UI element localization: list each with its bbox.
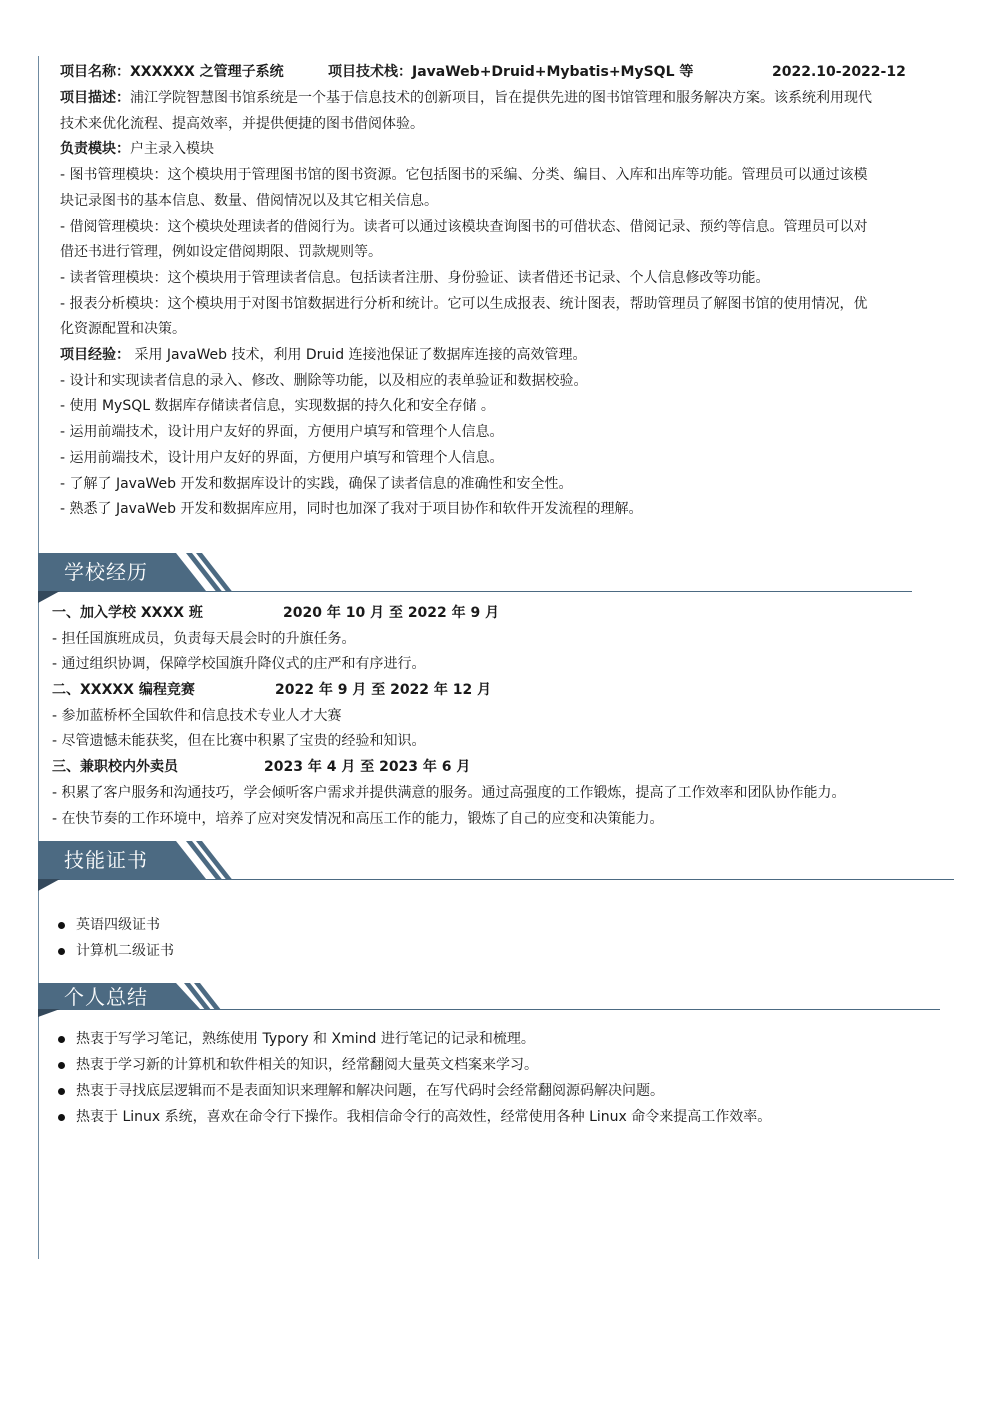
event-item: - 积累了客户服务和沟通技巧，学会倾听客户需求并提供满意的服务。通过高强度的工作锻炼，提高了工作效率和团队协作能力。	[52, 784, 846, 801]
section-corner	[38, 879, 60, 891]
event-period: 2023 年 4 月 至 2023 年 6 月	[264, 759, 471, 776]
bullet-dot-icon	[58, 948, 65, 955]
list-item	[54, 1104, 934, 1130]
event-item: - 参加蓝桥杯全国软件和信息技术专业人才大赛	[52, 707, 342, 724]
school-block	[52, 601, 932, 832]
list-item	[54, 1026, 934, 1052]
section-header-skills	[38, 841, 958, 889]
section-rule	[38, 1009, 940, 1010]
summary-block	[54, 1026, 934, 1130]
event-period: 2022 年 9 月 至 2022 年 12 月	[275, 682, 492, 699]
event-item: - 担任国旗班成员，负责每天晨会时的升旗任务。	[52, 630, 356, 647]
project-experience	[60, 343, 940, 369]
section-title: 个人总结	[64, 985, 148, 1009]
summary-text: 热衷于写学习笔记，熟练使用 Typory 和 Xmind 进行笔记的记录和梳理。	[76, 1031, 535, 1047]
list-item	[54, 912, 934, 938]
experience-item: - 运用前端技术，设计用户友好的界面，方便用户填写和管理个人信息。	[60, 449, 504, 466]
event-item: - 通过组织协调，保障学校国旗升降仪式的庄严和有序进行。	[52, 656, 426, 673]
experience-item: - 熟悉了 JavaWeb 开发和数据库应用，同时也加深了我对于项目协作和软件开发流程的理解。	[60, 501, 643, 518]
description-line: 浦江学院智慧图书馆系统是一个基于信息技术的创新项目，旨在提供先进的图书馆管理和服务解决方案。该系统利用现代	[130, 90, 872, 106]
bullet-dot-icon	[58, 1036, 65, 1043]
skill-label: 英语四级证书	[76, 917, 160, 933]
bullet-dot-icon	[58, 922, 65, 929]
list-item	[54, 1078, 934, 1104]
project-description	[60, 86, 940, 112]
event-name: 二、XXXXX 编程竞赛	[52, 682, 195, 699]
module-item-cont: 借还书进行管理，例如设定借阅期限、罚款规则等。	[60, 244, 382, 261]
list-item	[54, 1052, 934, 1078]
event-title	[52, 755, 932, 781]
section-rule	[38, 879, 954, 880]
skills-list	[54, 912, 934, 964]
left-vertical-rule	[38, 56, 39, 1259]
project-header	[60, 58, 940, 86]
skill-label: 计算机二级证书	[76, 943, 174, 959]
project-module	[60, 137, 940, 163]
module-value: 户主录入模块	[130, 141, 214, 158]
experience-item: - 设计和实现读者信息的录入、修改、删除等功能，以及相应的表单验证和数据校验。	[60, 372, 588, 389]
event-name: 一、加入学校 XXXX 班	[52, 605, 203, 621]
bullet-dot-icon	[58, 1062, 65, 1069]
list-item	[54, 938, 934, 964]
summary-text: 热衷于学习新的计算机和软件相关的知识，经常翻阅大量英文档案来学习。	[76, 1057, 538, 1073]
summary-text: 热衷于 Linux 系统，喜欢在命令行下操作。我相信命令行的高效性，经常使用各种 Linux 命令来提高工作效率。	[76, 1109, 772, 1125]
section-corner	[38, 1009, 60, 1017]
module-item: - 图书管理模块：这个模块用于管理图书馆的图书资源。它包括图书的采编、分类、编目、入库和出库等功能。管理员可以通过该模	[60, 167, 868, 184]
project-name: 项目名称：XXXXXX 之管理子系统	[60, 64, 284, 80]
event-item: - 在快节奏的工作环境中，培养了应对突发情况和高压工作的能力，锻炼了自己的应变和决策能力。	[52, 810, 664, 827]
section-rule	[38, 591, 912, 592]
description-label: 项目描述：	[60, 90, 130, 106]
project-description-cont: 技术来优化流程、提高效率，并提供便捷的图书借阅体验。	[60, 115, 424, 132]
project-block	[60, 58, 940, 523]
module-item: - 借阅管理模块：这个模块处理读者的借阅行为。读者可以通过该模块查询图书的可借状态、借阅记录、预约等信息。管理员可以对	[60, 218, 868, 235]
experience-value: 采用 JavaWeb 技术，利用 Druid 连接池保证了数据库连接的高效管理。	[130, 347, 587, 364]
event-name: 三、兼职校内外卖员	[52, 759, 178, 776]
section-title: 学校经历	[64, 560, 148, 584]
event-title	[52, 601, 932, 627]
skills-block	[54, 912, 934, 964]
event-item: - 尽管遗憾未能获奖，但在比赛中积累了宝贵的经验和知识。	[52, 733, 426, 750]
experience-item: - 了解了 JavaWeb 开发和数据库设计的实践，确保了读者信息的准确性和安全性。	[60, 475, 573, 492]
module-item: - 报表分析模块：这个模块用于对图书馆数据进行分析和统计。它可以生成报表、统计图表，帮助管理员了解图书馆的使用情况，优	[60, 295, 868, 312]
project-period: 2022.10-2022-12	[772, 64, 906, 80]
module-item-cont: 化资源配置和决策。	[60, 321, 186, 338]
event-title	[52, 678, 932, 704]
summary-text: 热衷于寻找底层逻辑而不是表面知识来理解和解决问题，在写代码时会经常翻阅源码解决问题。	[76, 1083, 664, 1099]
module-item-cont: 块记录图书的基本信息、数量、借阅情况以及其它相关信息。	[60, 192, 438, 209]
experience-item: - 运用前端技术，设计用户友好的界面，方便用户填写和管理个人信息。	[60, 424, 504, 441]
section-header-summary	[38, 983, 958, 1017]
experience-label: 项目经验：	[60, 347, 130, 364]
module-label: 负责模块：	[60, 141, 130, 158]
experience-item: - 使用 MySQL 数据库存储读者信息，实现数据的持久化和安全存储 。	[60, 398, 495, 415]
bullet-dot-icon	[58, 1114, 65, 1121]
bullet-dot-icon	[58, 1088, 65, 1095]
event-period: 2020 年 10 月 至 2022 年 9 月	[283, 605, 500, 621]
module-item: - 读者管理模块：这个模块用于管理读者信息。包括读者注册、身份验证、读者借还书记录、个人信息修改等功能。	[60, 269, 770, 286]
section-title: 技能证书	[64, 848, 148, 872]
section-header-school	[38, 553, 958, 601]
summary-list	[54, 1026, 934, 1130]
project-stack: 项目技术栈：JavaWeb+Druid+Mybatis+MySQL 等	[328, 64, 694, 80]
